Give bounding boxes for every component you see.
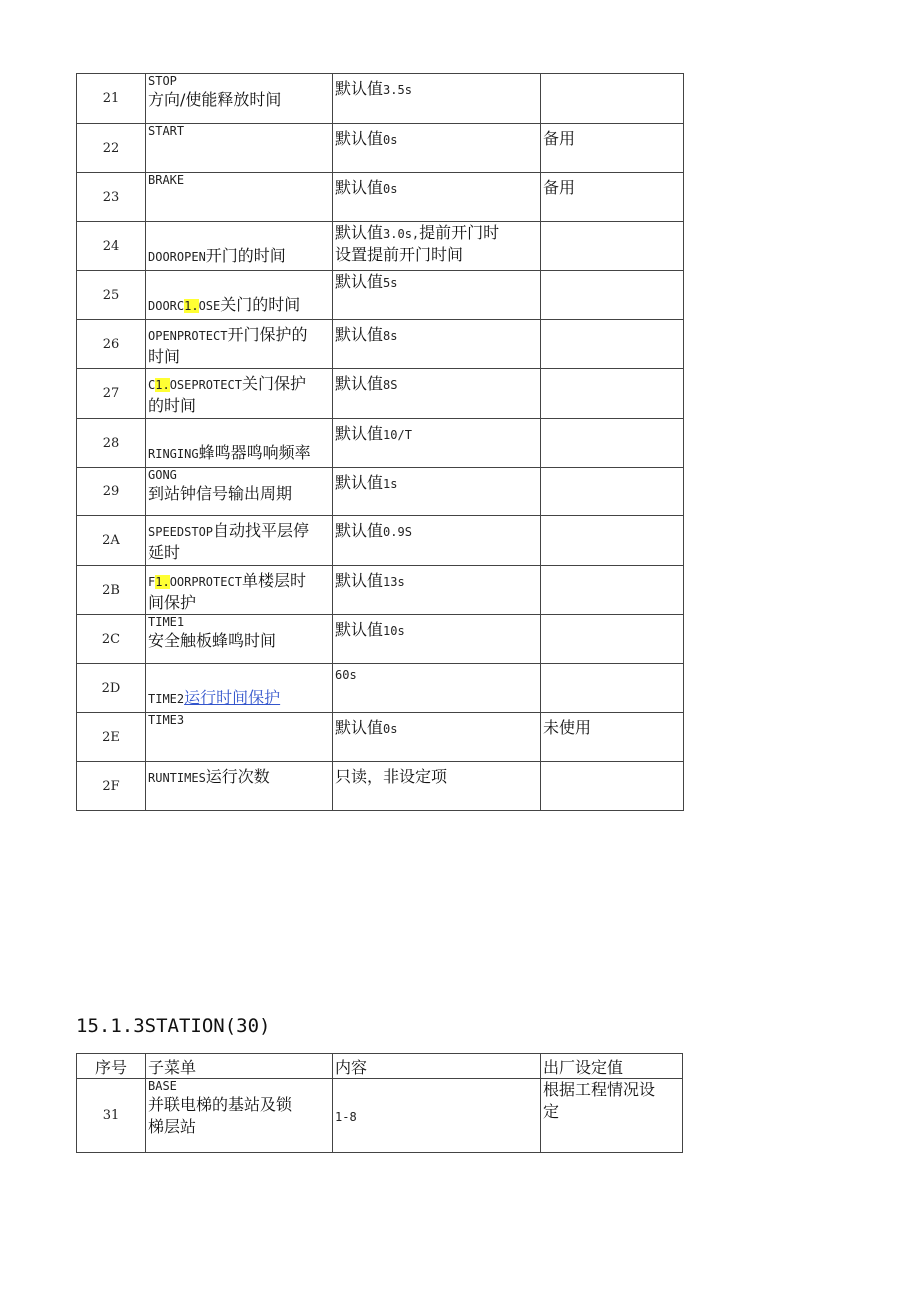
content-cell: 默认值5s	[333, 271, 541, 320]
row-number: 24	[77, 222, 146, 271]
submenu-cell: F1.OORPROTECT单楼层时 间保护	[146, 566, 333, 615]
default-cell: 未使用	[541, 713, 684, 762]
submenu-code: STOP	[148, 74, 177, 88]
default-cell	[541, 468, 684, 516]
content-cell: 默认值8s	[333, 320, 541, 369]
submenu-cell: BASE 并联电梯的基站及锁 梯层站	[146, 1079, 333, 1153]
table-row	[77, 222, 684, 271]
submenu-cell: OPENPROTECT开门保护的 时间	[146, 320, 333, 369]
content-cell: 默认值3.0s,提前开门时 设置提前开门时间	[333, 222, 541, 271]
runtime-protect-link[interactable]: 运行时间保护	[184, 688, 281, 707]
submenu-cell	[146, 173, 333, 222]
submenu-cell: DOORC1.OSE关门的时间	[146, 271, 333, 320]
highlight-mark: 1.	[155, 378, 170, 392]
content-cell: 默认值0s	[333, 713, 541, 762]
table-header-row	[77, 1054, 683, 1079]
submenu-cell	[146, 124, 333, 173]
row-number: 2E	[77, 713, 146, 762]
header-content: 内容	[333, 1054, 541, 1079]
highlight-mark: 1.	[184, 299, 199, 313]
table-row	[77, 124, 684, 173]
submenu-cell: C1.OSEPROTECT关门保护 的时间	[146, 369, 333, 419]
highlight-mark: 1.	[155, 575, 170, 589]
table-row	[77, 664, 684, 713]
row-number: 2D	[77, 664, 146, 713]
default-cell	[541, 271, 684, 320]
header-no: 序号	[77, 1054, 146, 1079]
row-number: 27	[77, 369, 146, 419]
submenu-cell	[146, 74, 333, 124]
default-cell	[541, 762, 684, 811]
submenu-code: START	[148, 124, 185, 138]
content-cell: 默认值0s	[333, 124, 541, 173]
table-row	[77, 468, 684, 516]
content-cell: 默认值1s	[333, 468, 541, 516]
default-cell	[541, 369, 684, 419]
table-row	[77, 516, 684, 566]
header-submenu: 子菜单	[146, 1054, 333, 1079]
row-number: 25	[77, 271, 146, 320]
row-number: 22	[77, 124, 146, 173]
header-default: 出厂设定值	[541, 1054, 683, 1079]
row-number: 2A	[77, 516, 146, 566]
default-cell	[541, 74, 684, 124]
row-number: 23	[77, 173, 146, 222]
content-cell: 默认值3.5s	[333, 74, 541, 124]
row-number: 28	[77, 419, 146, 468]
submenu-desc: 开门的时间	[205, 246, 286, 265]
content-cell: 默认值0.9S	[333, 516, 541, 566]
content-cell: 60s	[333, 664, 541, 713]
table-row	[77, 74, 684, 124]
table-row	[77, 271, 684, 320]
default-cell	[541, 419, 684, 468]
submenu-cell	[146, 222, 333, 271]
parameter-table	[76, 73, 684, 811]
default-cell: 根据工程情况设 定	[541, 1079, 683, 1153]
row-number: 2B	[77, 566, 146, 615]
table-row	[77, 320, 684, 369]
default-cell	[541, 664, 684, 713]
content-cell: 默认值13s	[333, 566, 541, 615]
default-cell	[541, 320, 684, 369]
default-cell	[541, 222, 684, 271]
table-row	[77, 369, 684, 419]
table-row	[77, 615, 684, 664]
submenu-cell: GONG 到站钟信号输出周期	[146, 468, 333, 516]
default-cell: 备用	[541, 173, 684, 222]
submenu-code: DOOROPEN	[148, 250, 206, 264]
table-row	[77, 173, 684, 222]
submenu-code: BRAKE	[148, 173, 185, 187]
row-number: 2C	[77, 615, 146, 664]
submenu-cell: RUNTIMES运行次数	[146, 762, 333, 811]
station-table	[76, 1053, 683, 1153]
content-cell: 1-8	[333, 1079, 541, 1153]
submenu-desc: 方向/使能释放时间	[148, 90, 282, 109]
row-number: 26	[77, 320, 146, 369]
submenu-cell: TIME3	[146, 713, 333, 762]
default-cell	[541, 615, 684, 664]
content-cell: 默认值10/T	[333, 419, 541, 468]
default-cell	[541, 566, 684, 615]
content-cell: 默认值10s	[333, 615, 541, 664]
submenu-cell: TIME2运行时间保护	[146, 664, 333, 713]
content-cell: 默认值0s	[333, 173, 541, 222]
table-row	[77, 713, 684, 762]
submenu-cell: RINGING蜂鸣器鸣响频率	[146, 419, 333, 468]
row-number: 31	[77, 1079, 146, 1153]
table-row	[77, 419, 684, 468]
section-heading: 15.1.3STATION(30)	[76, 1015, 271, 1037]
content-cell: 只读，非设定项	[333, 762, 541, 811]
content-cell: 默认值8S	[333, 369, 541, 419]
default-cell: 备用	[541, 124, 684, 173]
row-number: 2F	[77, 762, 146, 811]
table-row	[77, 762, 684, 811]
default-cell	[541, 516, 684, 566]
row-number: 21	[77, 74, 146, 124]
submenu-cell: SPEEDSTOP自动找平层停 延时	[146, 516, 333, 566]
table-row	[77, 1079, 683, 1153]
submenu-cell: TIME1 安全触板蜂鸣时间	[146, 615, 333, 664]
row-number: 29	[77, 468, 146, 516]
table-row	[77, 566, 684, 615]
